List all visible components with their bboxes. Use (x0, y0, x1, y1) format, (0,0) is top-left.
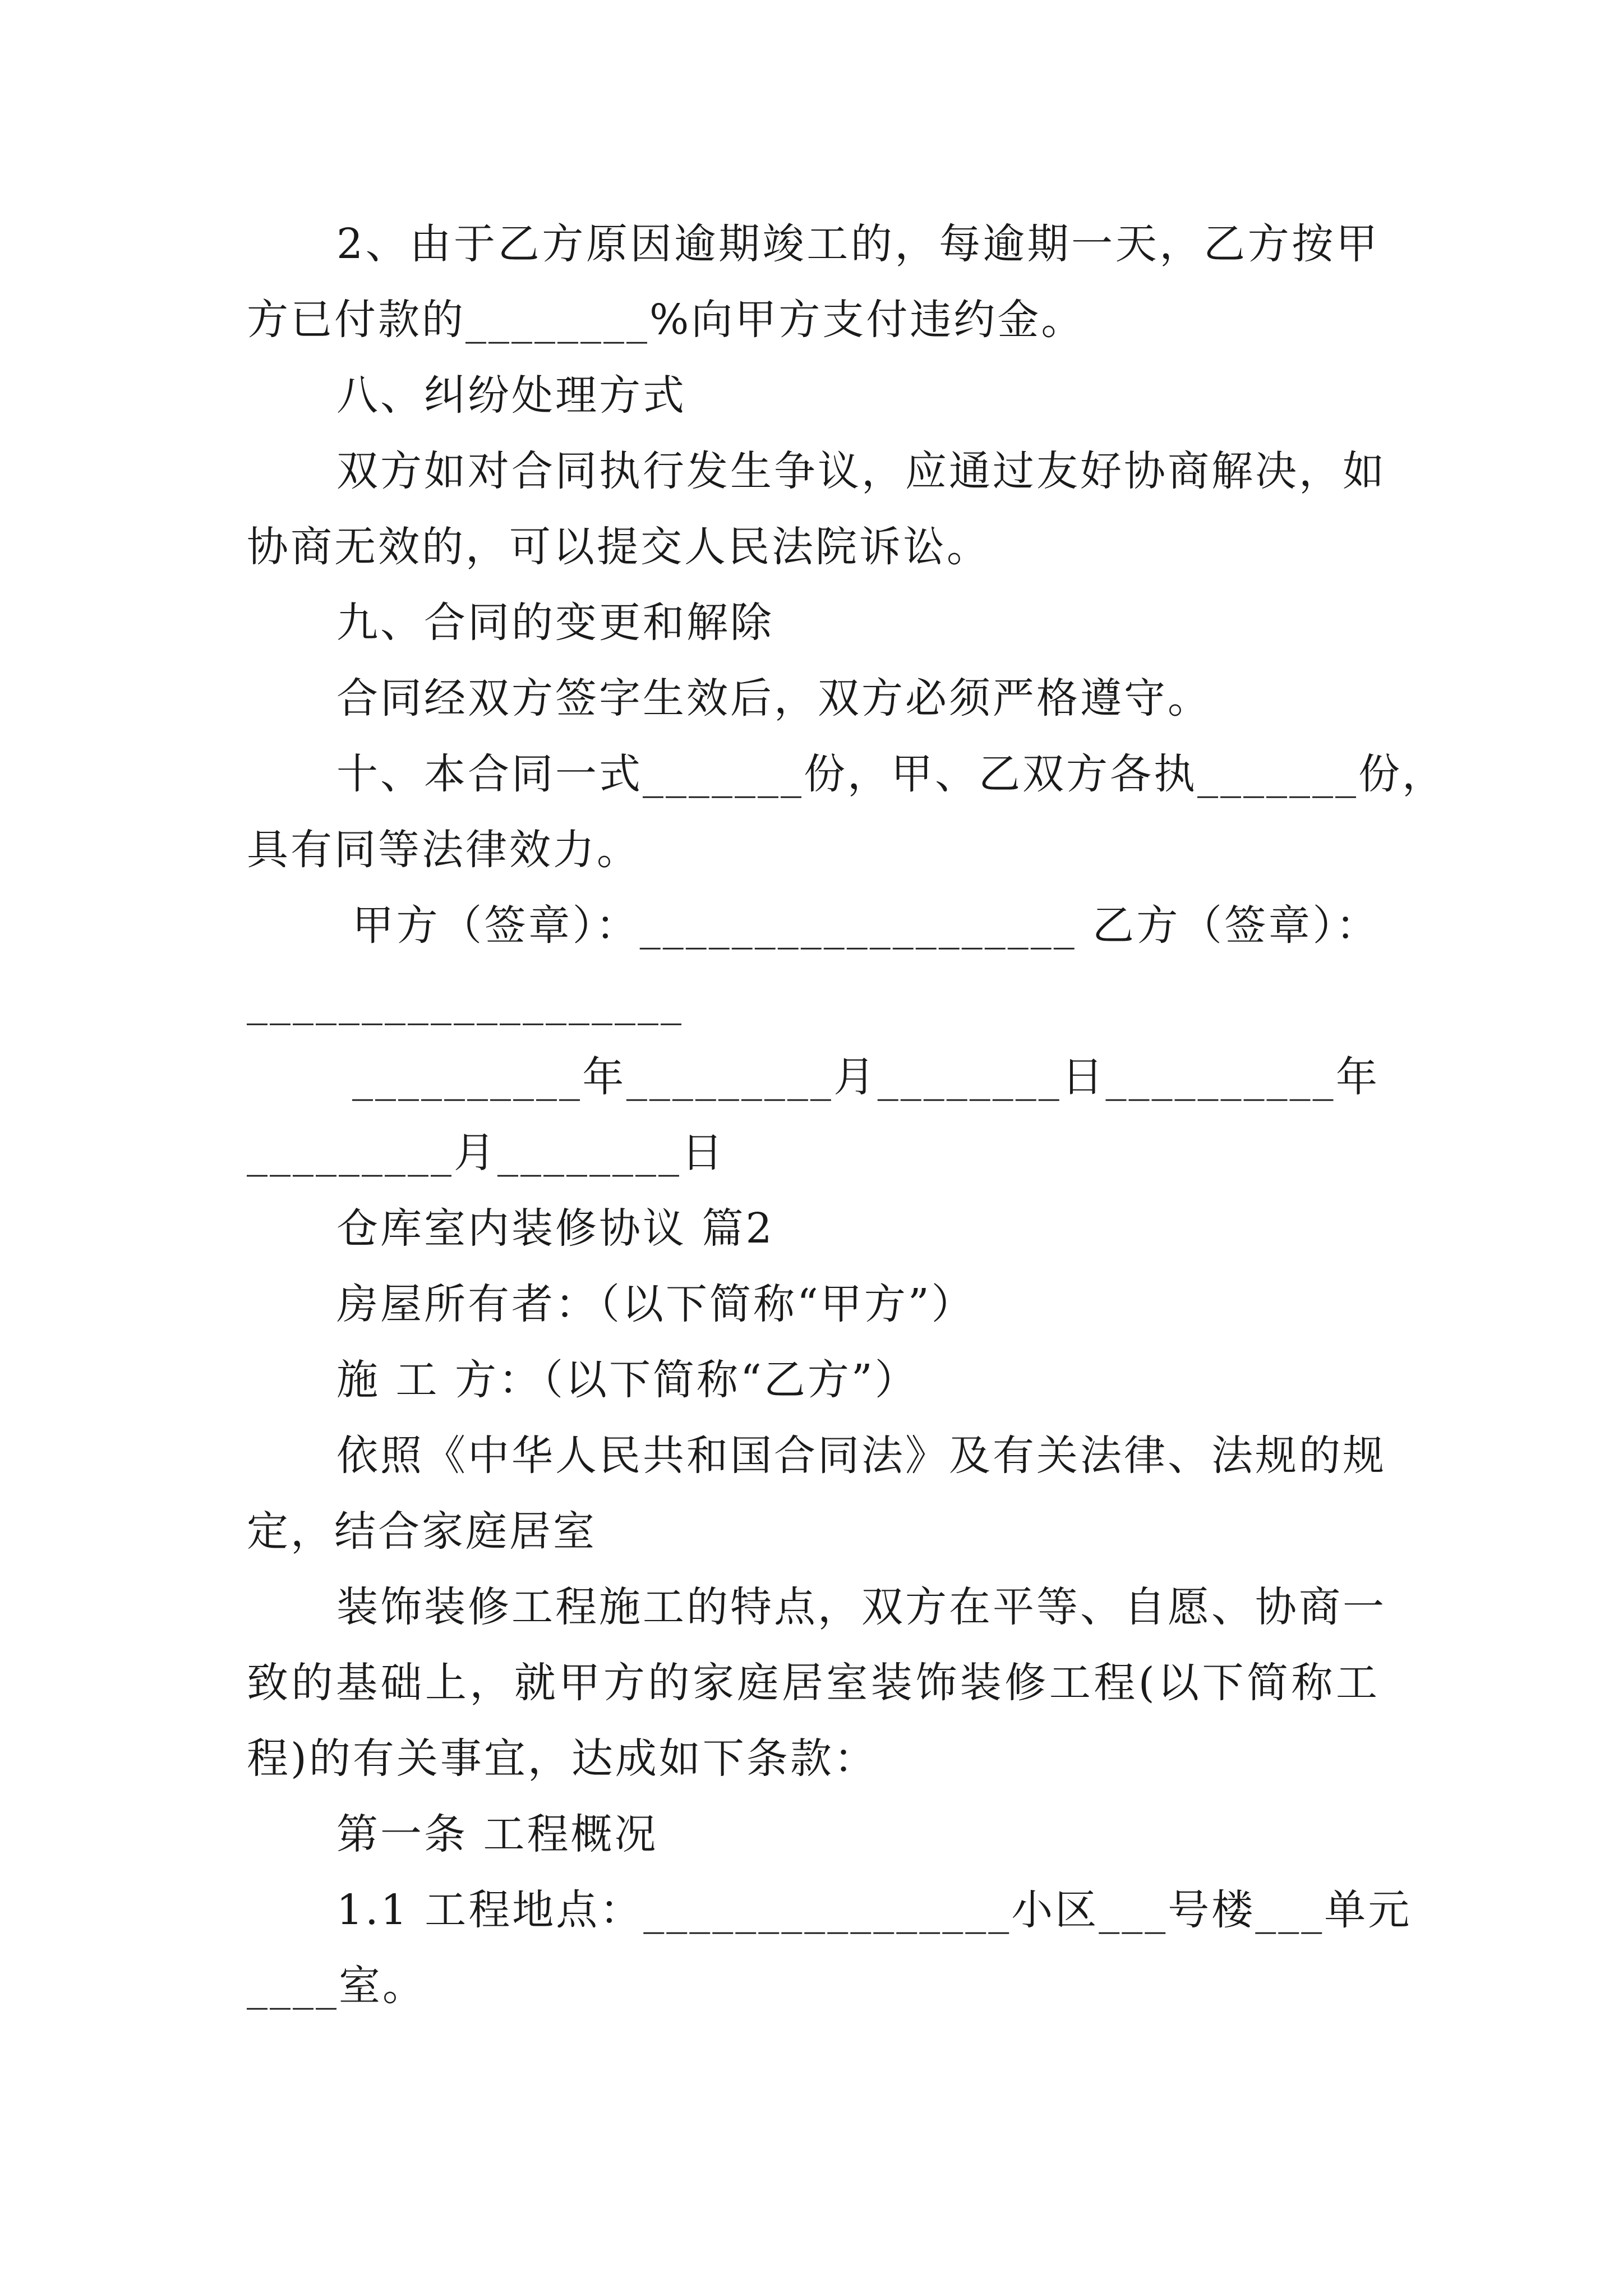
text-line: 十、本合同一式_______份，甲、乙双方各执_______份， (336, 750, 1446, 798)
text-line: 具有同等法律效力。 (247, 826, 640, 874)
signature-blank: ___________________ (247, 977, 684, 1025)
text-line: 2、由于乙方原因逾期竣工的，每逾期一天，乙方按甲 (336, 220, 1380, 268)
date-line: _________月________日 (247, 1129, 725, 1177)
text-line: 装饰装修工程施工的特点，双方在平等、自愿、协商一 (336, 1583, 1386, 1631)
text-line: 施 工 方：（以下简称“乙方”） (336, 1356, 919, 1404)
text-line: 依照《中华人民共和国合同法》及有关法律、法规的规 (336, 1432, 1386, 1480)
text-line: 协商无效的，可以提交人民法院诉讼。 (247, 523, 990, 571)
section-heading: 第一条 工程概况 (336, 1810, 658, 1858)
text-line: 双方如对合同执行发生争议，应通过友好协商解决，如 (336, 447, 1386, 495)
text-line: 合同经双方签字生效后，双方必须严格遵守。 (336, 674, 1211, 723)
text-line: 1.1 工程地点：________________小区___号楼___单元 (336, 1886, 1412, 1934)
text-line: 定，结合家庭居室 (247, 1507, 597, 1556)
text-line: 程)的有关事宜，达成如下条款： (247, 1734, 878, 1783)
date-line: __________年_________月________日__________年 (336, 1053, 1380, 1101)
text-line: 房屋所有者：（以下简称“甲方”） (336, 1280, 975, 1328)
signature-line: 甲方（签章）：___________________ 乙方（签章）： (336, 901, 1380, 950)
section-heading: 八、纠纷处理方式 (336, 371, 686, 420)
document-title: 仓库室内装修协议 篇2 (336, 1204, 774, 1253)
text-line: 致的基础上，就甲方的家庭居室装饰装修工程(以下简称工 (247, 1659, 1380, 1707)
text-line: 方已付款的________%向甲方支付违约金。 (247, 296, 1085, 344)
text-line: ____室。 (247, 1962, 426, 2010)
section-heading: 九、合同的变更和解除 (336, 599, 774, 647)
